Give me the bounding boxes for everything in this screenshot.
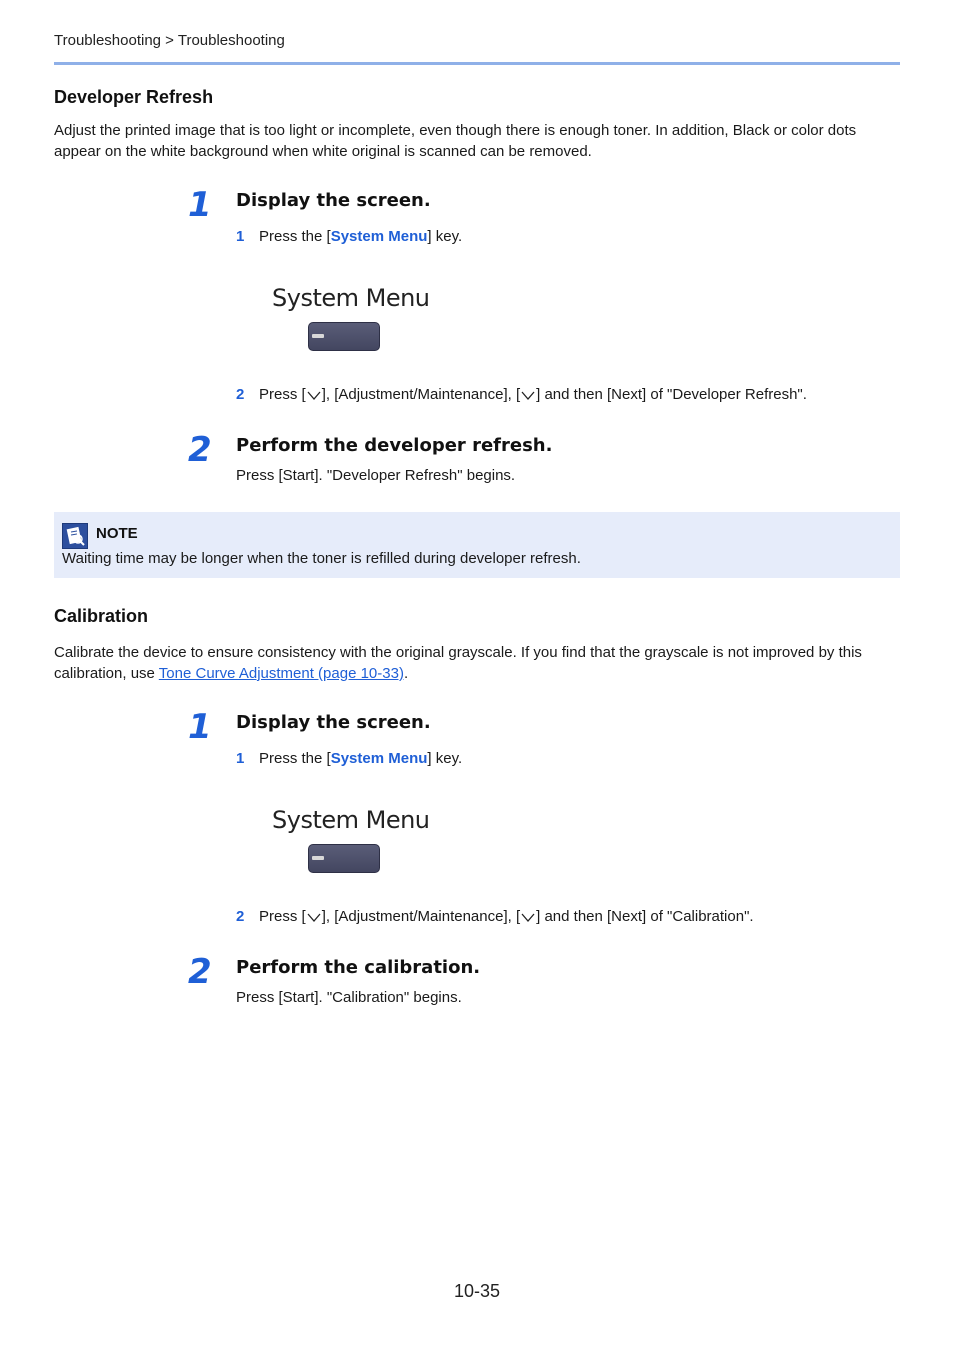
substep-text: [259, 228, 462, 245]
substep-text-part: ], [Adjustment/Maintenance], [: [321, 908, 521, 925]
chevron-down-icon: [520, 389, 536, 401]
step-number: 1: [188, 707, 212, 747]
system-menu-key-label: System Menu: [272, 284, 430, 312]
substep-text-part: Press the [: [259, 750, 331, 767]
step-title: Display the screen.: [236, 712, 431, 733]
developer-refresh-intro: Adjust the printed image that is too light or incomplete, even though there is enough toner. In addition, Black or color dots appear on the white background when white original is scanned can be removed.: [54, 122, 857, 160]
substep-text-part: Press the [: [259, 228, 331, 245]
step-number: 2: [188, 952, 212, 992]
section-title-calibration: Calibration: [54, 606, 149, 626]
calibration-intro: [54, 643, 900, 684]
note-icon-graphic: [63, 524, 87, 548]
note-label: NOTE: [96, 525, 138, 542]
substep-text-part: Press [: [259, 386, 306, 403]
step-title: Display the screen.: [236, 190, 431, 211]
note-box: [54, 512, 900, 578]
step-text: Press [Start]. "Calibration" begins.: [236, 989, 462, 1006]
substep-text-part: ] key.: [427, 750, 463, 767]
note-text: Waiting time may be longer when the toner is refilled during developer refresh.: [62, 550, 581, 567]
substep-text: [259, 908, 754, 925]
system-menu-key-illustration: [308, 844, 380, 873]
key-led: [312, 334, 324, 338]
step-number: 2: [188, 430, 212, 470]
step-title: Perform the developer refresh.: [236, 435, 553, 456]
key-led: [312, 856, 324, 860]
chevron-down-icon: [520, 911, 536, 923]
substep-number: 1: [236, 228, 245, 245]
system-menu-key-label: System Menu: [272, 806, 430, 834]
intro-text-part: .: [403, 664, 409, 682]
substep-text-part: ] key.: [427, 228, 463, 245]
substep-text-part: Press [: [259, 908, 306, 925]
substep-text-part: ] and then [Next] of "Calibration".: [536, 908, 754, 925]
chevron-down-icon: [306, 911, 322, 923]
step-title: Perform the calibration.: [236, 957, 481, 978]
substep-text-part: ] and then [Next] of "Developer Refresh".: [536, 386, 807, 403]
substep-text: [259, 386, 807, 403]
system-menu-key-ref: System Menu: [330, 228, 428, 245]
substep-text: [259, 750, 462, 767]
breadcrumb: Troubleshooting > Troubleshooting: [54, 32, 285, 49]
page-number: 10-35: [453, 1281, 501, 1301]
note-icon: [62, 523, 88, 549]
substep-number: 1: [236, 750, 245, 767]
system-menu-key-ref: System Menu: [330, 750, 428, 767]
header-divider: [54, 62, 900, 65]
substep-text-part: ], [Adjustment/Maintenance], [: [321, 386, 521, 403]
step-number: 1: [188, 185, 212, 225]
section-title-developer-refresh: Developer Refresh: [54, 87, 214, 107]
system-menu-key-illustration: [308, 322, 380, 351]
tone-curve-adjustment-link[interactable]: Tone Curve Adjustment (page 10-33): [158, 664, 404, 682]
chevron-down-icon: [306, 389, 322, 401]
substep-number: 2: [236, 386, 245, 403]
intro-text-part: Calibrate the device to ensure consistency with the original grayscale. If you find that the grayscale is not improved by this calibration, use: [54, 644, 862, 682]
substep-number: 2: [236, 908, 245, 925]
step-text: Press [Start]. "Developer Refresh" begins.: [236, 467, 516, 484]
